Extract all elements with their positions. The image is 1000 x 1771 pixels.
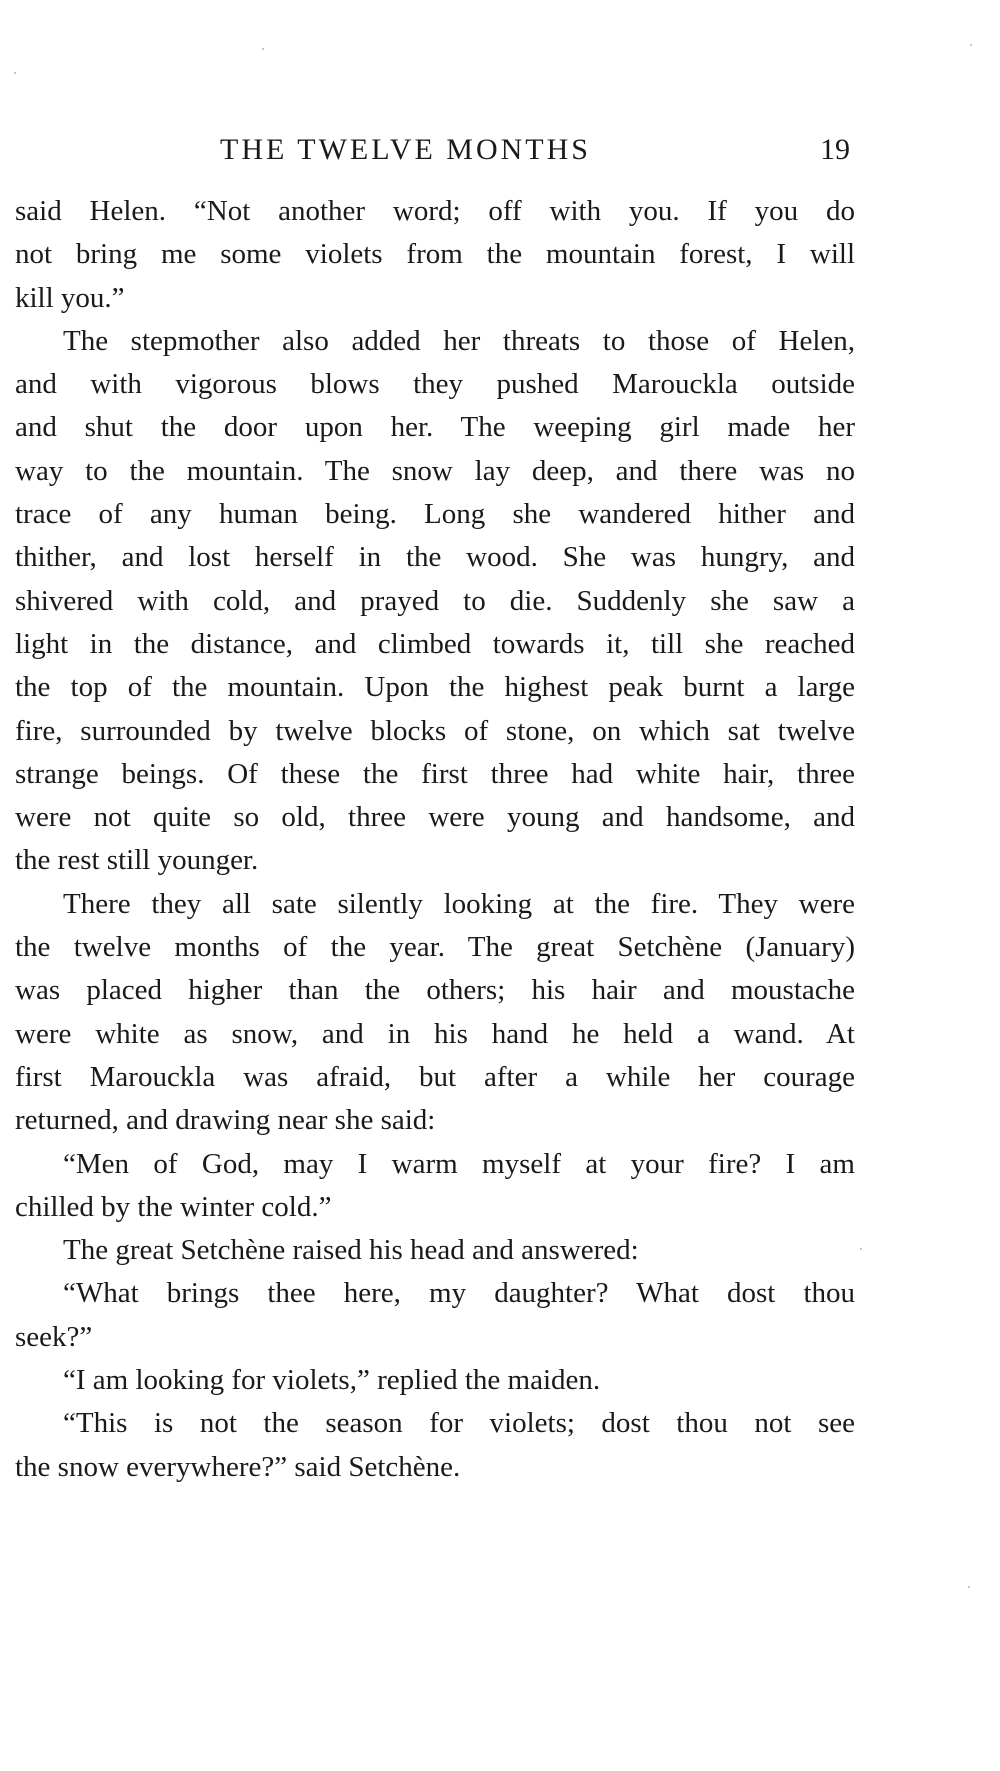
- text-line: not bring me some violets from the mountain forest, I will: [15, 238, 855, 271]
- body-text: [15, 190, 855, 1489]
- paper-speck: [860, 1248, 862, 1250]
- text-line: “This is not the season for violets; dost thou not see: [63, 1407, 855, 1440]
- text-line: were not quite so old, three were young and handsome, and: [15, 801, 855, 834]
- text-line: and shut the door upon her. The weeping girl made her: [15, 411, 855, 444]
- text-line: “Men of God, may I warm myself at your fire? I am: [63, 1147, 855, 1180]
- text-line: first Marouckla was afraid, but after a while her courage: [15, 1060, 855, 1093]
- text-line: light in the distance, and climbed towards it, till she reached: [15, 627, 855, 660]
- text-line: trace of any human being. Long she wandered hither and: [15, 498, 855, 531]
- paper-speck: [970, 44, 972, 46]
- text-line: the rest still younger.: [15, 844, 259, 877]
- text-line: “What brings thee here, my daughter? What dost thou: [63, 1277, 855, 1310]
- text-line: The stepmother also added her threats to those of Helen,: [63, 324, 855, 357]
- text-line: “I am looking for violets,” replied the maiden.: [63, 1364, 601, 1397]
- text-line: was placed higher than the others; his hair and moustache: [15, 974, 855, 1007]
- text-line: way to the mountain. The snow lay deep, and there was no: [15, 454, 855, 487]
- paper-speck: [968, 1586, 970, 1588]
- text-line: returned, and drawing near she said:: [15, 1104, 436, 1137]
- text-line: strange beings. Of these the first three had white hair, three: [15, 757, 855, 790]
- page-number: 19: [820, 133, 850, 166]
- text-line: chilled by the winter cold.”: [15, 1190, 332, 1223]
- text-line: fire, surrounded by twelve blocks of stone, on which sat twelve: [15, 714, 855, 747]
- text-line: kill you.”: [15, 281, 125, 314]
- text-line: thither, and lost herself in the wood. She was hungry, and: [15, 541, 855, 574]
- running-title: THE TWELVE MONTHS: [220, 133, 591, 166]
- paper-speck: [262, 48, 264, 50]
- paper-speck: [14, 72, 16, 74]
- text-line: seek?”: [15, 1320, 93, 1353]
- text-line: the snow everywhere?” said Setchène.: [15, 1450, 461, 1483]
- text-line: The great Setchène raised his head and answered:: [63, 1234, 639, 1267]
- text-line: and with vigorous blows they pushed Marouckla outside: [15, 368, 855, 401]
- text-line: said Helen. “Not another word; off with you. If you do: [15, 195, 855, 227]
- text-line: the top of the mountain. Upon the highest peak burnt a large: [15, 671, 855, 704]
- text-line: were white as snow, and in his hand he held a wand. At: [15, 1017, 855, 1050]
- running-head: [220, 133, 850, 173]
- text-line: There they all sate silently looking at the fire. They were: [63, 887, 855, 920]
- text-line: shivered with cold, and prayed to die. Suddenly she saw a: [15, 584, 855, 617]
- text-line: the twelve months of the year. The great Setchène (January): [15, 931, 855, 964]
